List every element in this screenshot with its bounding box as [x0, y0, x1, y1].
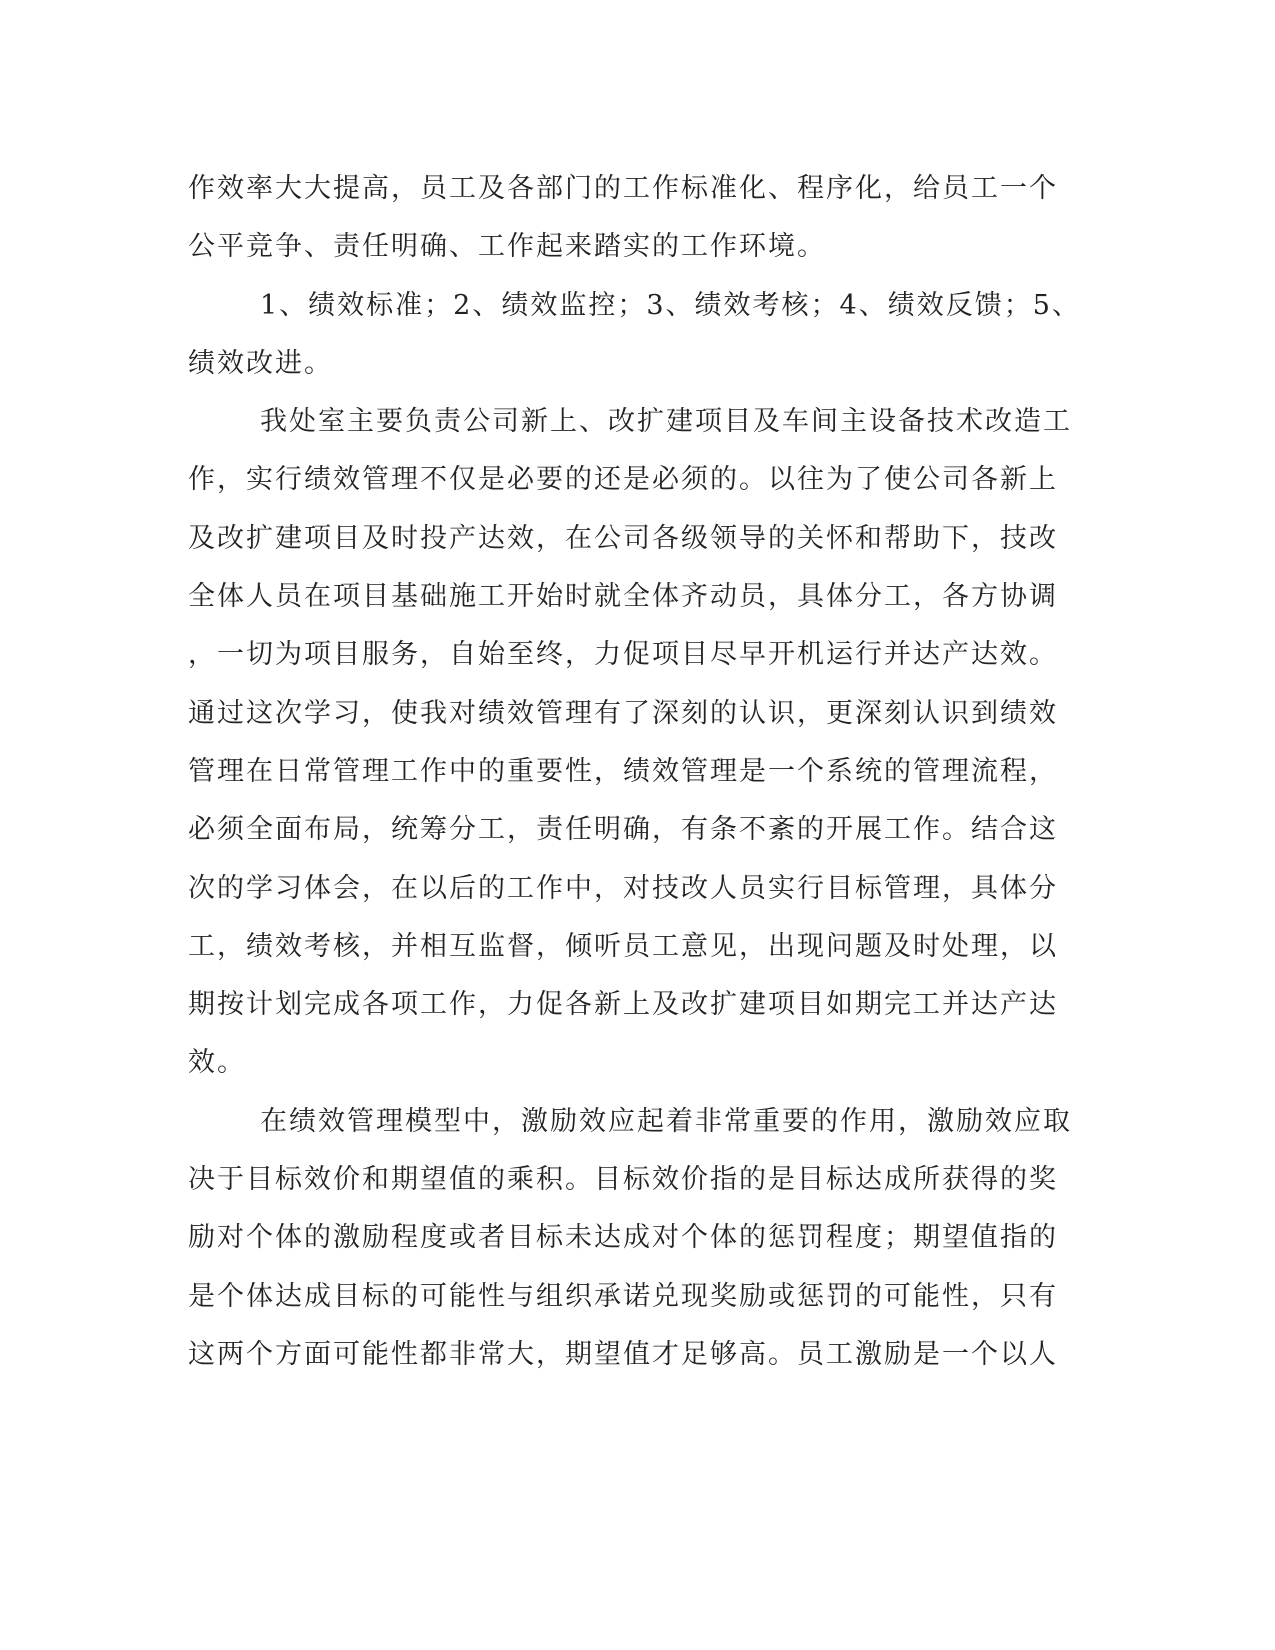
text-line: 及改扩建项目及时投产达效，在公司各级领导的关怀和帮助下，技改	[188, 522, 1058, 554]
document-body	[188, 160, 1081, 1384]
text-line: 期按计划完成各项工作，力促各新上及改扩建项目如期完工并达产达	[188, 989, 1058, 1021]
text-line: 作效率大大提高，员工及各部门的工作标准化、程序化，给员工一个	[188, 173, 1058, 204]
paragraph-1	[188, 160, 1068, 277]
text-line: 这两个方面可能性都非常大，期望值才足够高。员工激励是一个以人	[188, 1338, 1058, 1370]
text-line: 次的学习体会，在以后的工作中，对技改人员实行目标管理，具体分	[188, 872, 1058, 904]
text-line: 公平竞争、责任明确、工作起来踏实的工作环境。	[188, 231, 826, 263]
text-line: 是个体达成目标的可能性与组织承诺兑现奖励或惩罚的可能性，只有	[188, 1280, 1058, 1312]
text-line: 全体人员在项目基础施工开始时就全体齐动员，具体分工，各方协调	[188, 581, 1058, 613]
text-line: 通过这次学习，使我对绩效管理有了深刻的认识，更深刻认识到绩效	[188, 697, 1058, 729]
text-line: ，一切为项目服务，自始至终，力促项目尽早开机运行并达产达效。	[188, 639, 1058, 671]
text-line: 绩效改进。	[188, 347, 333, 379]
text-line: 我处室主要负责公司新上、改扩建项目及车间主设备技术改造工	[260, 406, 1072, 438]
text-line: 1、绩效标准；2、绩效监控；3、绩效考核；4、绩效反馈；5、	[260, 289, 1081, 321]
paragraph-4	[188, 1093, 1072, 1384]
text-line: 在绩效管理模型中，激励效应起着非常重要的作用，激励效应取	[260, 1105, 1072, 1137]
text-line: 决于目标效价和期望值的乘积。目标效价指的是目标达成所获得的奖	[188, 1164, 1058, 1196]
text-line: 管理在日常管理工作中的重要性，绩效管理是一个系统的管理流程，	[188, 755, 1058, 787]
text-line: 工，绩效考核，并相互监督，倾听员工意见，出现问题及时处理，以	[188, 930, 1058, 962]
paragraph-3	[188, 393, 1072, 1093]
paragraph-2	[188, 277, 1081, 394]
text-line: 作，实行绩效管理不仅是必要的还是必须的。以往为了使公司各新上	[188, 464, 1058, 496]
text-line: 励对个体的激励程度或者目标未达成对个体的惩罚程度；期望值指的	[188, 1222, 1058, 1254]
text-line: 效。	[188, 1047, 246, 1079]
text-line: 必须全面布局，统筹分工，责任明确，有条不紊的开展工作。结合这	[188, 814, 1058, 846]
